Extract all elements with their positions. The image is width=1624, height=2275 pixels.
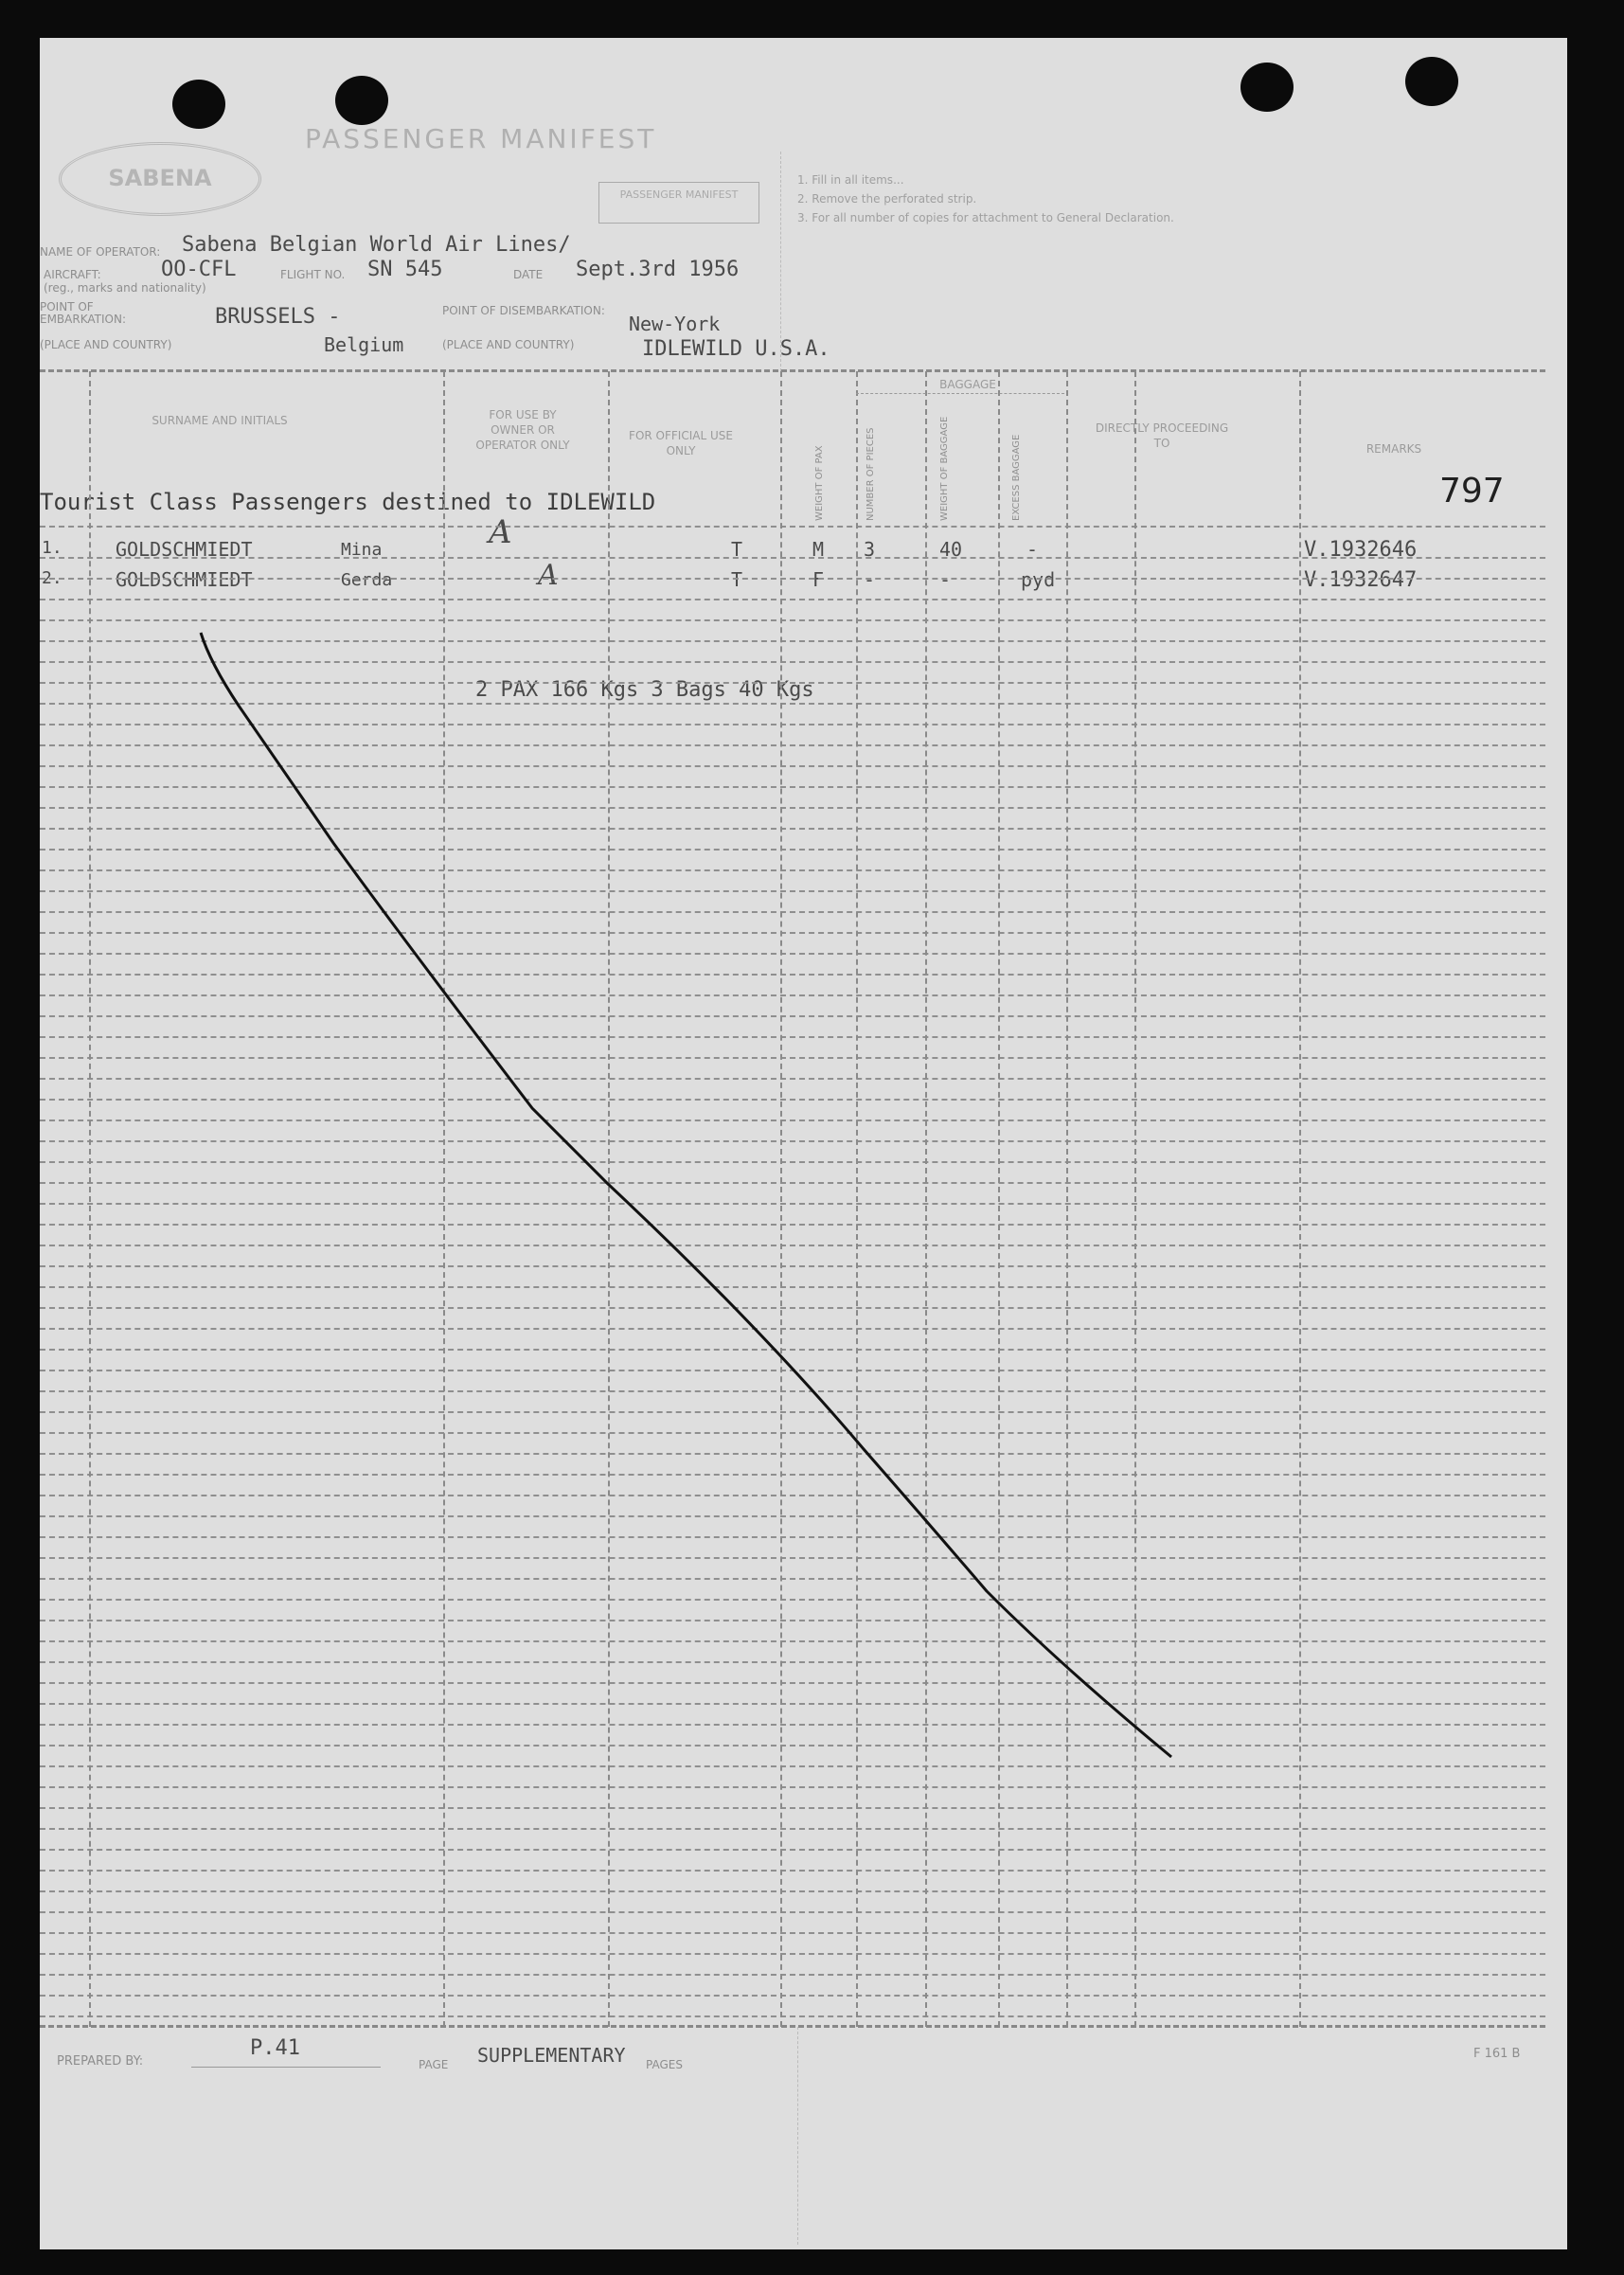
date-value: Sept.3rd 1956 <box>576 258 740 281</box>
official-code: T <box>731 538 743 561</box>
page-value: SUPPLEMENTARY <box>477 2044 626 2067</box>
date-label: DATE <box>513 268 544 281</box>
operator-label: NAME OF OPERATOR: <box>40 245 161 259</box>
airline-logo: SABENA <box>59 142 261 216</box>
passenger-sex: M <box>812 538 825 561</box>
aircraft-label: AIRCRAFT: <box>44 268 101 281</box>
col-header-official-use: FOR OFFICIAL USE ONLY <box>629 429 733 457</box>
instructions: 1. Fill in all items... 2. Remove the perforated strip. 3. For all number of copies for attachment to General Declaration. <box>797 173 1174 224</box>
baggage-pieces: 3 <box>864 538 876 561</box>
col-header-excess: EXCESS BAGGAGE <box>1011 434 1022 521</box>
pages-suffix: PAGES <box>646 2058 683 2071</box>
flight-no-label: FLIGHT NO. <box>280 268 346 281</box>
prepared-by-underline <box>191 2067 381 2068</box>
passenger-first-name: Gerda <box>341 570 393 590</box>
remark-visa: V.1932647 <box>1304 568 1418 592</box>
totals-line: 2 PAX 166 Kgs 3 Bags 40 Kgs <box>475 678 814 702</box>
baggage-weight: 40 <box>939 538 963 561</box>
operator-mark: A <box>538 559 559 592</box>
disembarkation-label: POINT OF DISEMBARKATION: <box>442 304 605 317</box>
col-header-name: SURNAME AND INITIALS <box>152 414 288 427</box>
embarkation-city: BRUSSELS - <box>215 305 341 329</box>
baggage-weight: - <box>939 568 952 591</box>
col-header-operator-use: FOR USE BY OWNER OR OPERATOR ONLY <box>475 408 570 452</box>
operator-value: Sabena Belgian World Air Lines/ <box>182 233 571 257</box>
row-number: 2. <box>42 568 62 588</box>
section-header: Tourist Class Passengers destined to IDLEWILD <box>40 489 656 515</box>
aircraft-value: OO-CFL <box>161 258 237 281</box>
passenger-surname: GOLDSCHMIEDT <box>116 568 253 591</box>
excess-baggage: - <box>1026 538 1039 561</box>
disembarkation-country: IDLEWILD U.S.A. <box>642 337 830 361</box>
passenger-sex: F <box>812 568 825 591</box>
disembarkation-city: New-York <box>629 313 721 335</box>
row-number: 1. <box>42 538 62 558</box>
embarkation-label: POINT OF EMBARKATION: <box>40 300 126 326</box>
flight-no-value: SN 545 <box>367 258 443 281</box>
remark-visa: V.1932646 <box>1304 538 1418 562</box>
col-header-weight: WEIGHT OF PAX <box>814 445 825 521</box>
passenger-surname: GOLDSCHMIEDT <box>116 538 253 561</box>
aircraft-sublabel: (reg., marks and nationality) <box>44 281 206 295</box>
baggage-pieces: - <box>864 568 876 591</box>
disembarkation-sublabel: (PLACE AND COUNTRY) <box>442 338 575 351</box>
manifest-sheet <box>40 38 1567 2249</box>
page-label: PAGE <box>419 2058 449 2071</box>
form-title: PASSENGER MANIFEST <box>305 123 657 154</box>
excess-baggage: pyd <box>1021 568 1056 591</box>
prepared-by-value: P.41 <box>250 2036 300 2060</box>
passenger-first-name: Mina <box>341 540 383 560</box>
official-code: T <box>731 568 743 591</box>
form-stamp: PASSENGER MANIFEST <box>598 182 759 224</box>
form-code: F 161 B <box>1473 2047 1521 2061</box>
prepared-by-label: PREPARED BY: <box>57 2054 144 2069</box>
embarkation-sublabel: (PLACE AND COUNTRY) <box>40 338 172 351</box>
manifest-number: 797 <box>1439 472 1505 511</box>
operator-mark: A <box>489 513 512 551</box>
col-header-baggage: BAGGAGE <box>939 378 996 391</box>
cancellation-scrawl <box>40 38 1567 2249</box>
col-header-bag-weight: WEIGHT OF BAGGAGE <box>939 416 950 521</box>
col-header-pieces: NUMBER OF PIECES <box>866 427 876 521</box>
embarkation-country: Belgium <box>324 333 404 356</box>
col-header-directly-proceeding: DIRECTLY PROCEEDING TO <box>1095 421 1229 450</box>
col-header-remarks: REMARKS <box>1365 442 1422 456</box>
